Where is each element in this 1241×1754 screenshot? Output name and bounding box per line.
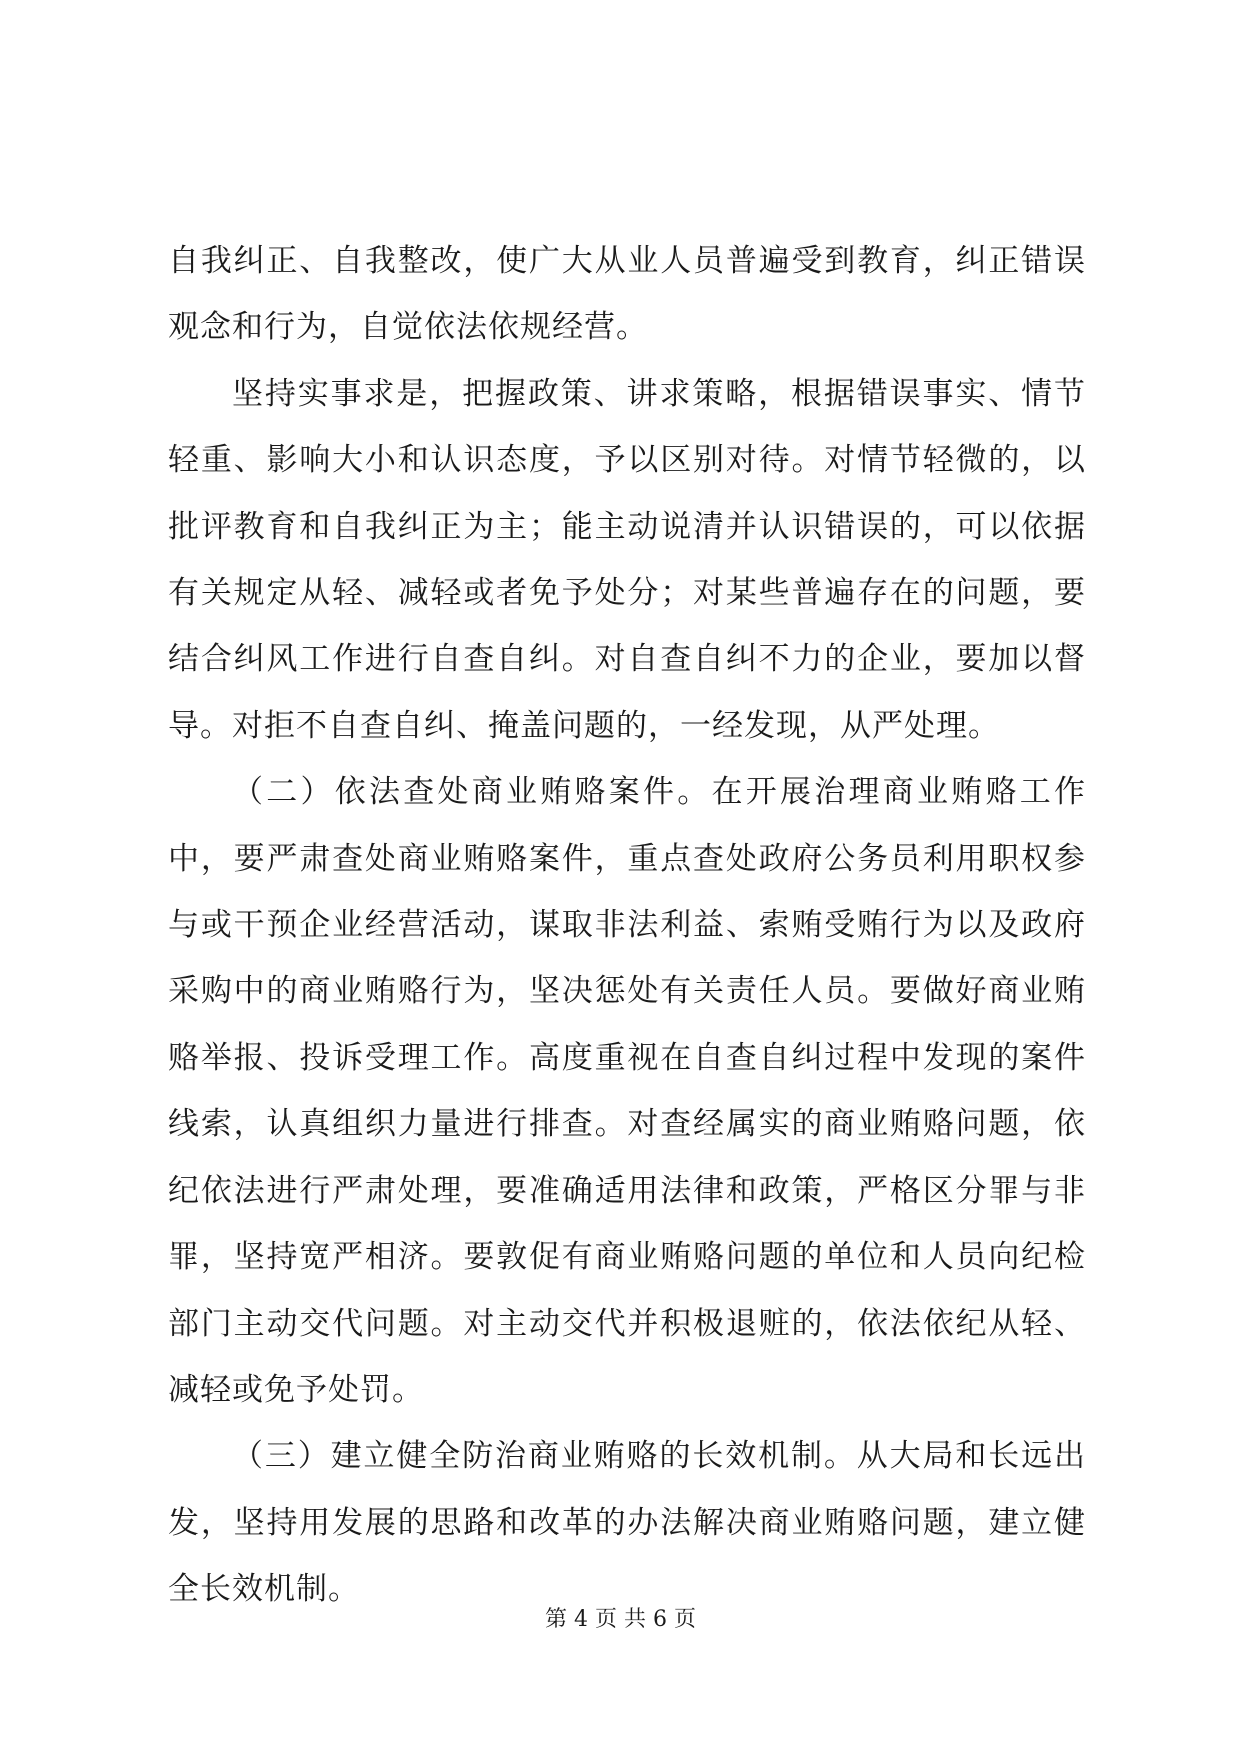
paragraph-3: （二）依法查处商业贿赂案件。在开展治理商业贿赂工作中，要严肃查处商业贿赂案件，重点查处政府公务员利用职权参与或干预企业经营活动，谋取非法利益、索贿受贿行为以及政府采购中的商业贿赂行为，坚决惩处有关责任人员。要做好商业贿赂举报、投诉受理工作。高度重视在自查自纠过程中发现的案件线索，认真组织力量进行排查。对查经属实的商业贿赂问题，依纪依法进行严肃处理，要准确适用法律和政策，严格区分罪与非罪，坚持宽严相济。要敦促有商业贿赂问题的单位和人员向纪检部门主动交代问题。对主动交代并积极退赃的，依法依纪从轻、减轻或免予处罚。 (168, 774, 1086, 1408)
paragraph-2: 坚持实事求是，把握政策、讲求策略，根据错误事实、情节轻重、影响大小和认识态度，予以区别对待。对情节轻微的，以批评教育和自我纠正为主；能主动说清并认识错误的，可以依据有关规定从轻、减轻或者免予处分；对某些普遍存在的问题，要结合纠风工作进行自查自纠。对自查自纠不力的企业，要加以督导。对拒不自查自纠、掩盖问题的，一经发现，从严处理。 (168, 375, 1086, 744)
paragraph-4: （三）建立健全防治商业贿赂的长效机制。从大局和长远出发，坚持用发展的思路和改革的办法解决商业贿赂问题，建立健全长效机制。 (168, 1438, 1086, 1608)
document-body (168, 228, 1086, 1623)
page-number-footer: 第 4 页 共 6 页 (545, 1607, 696, 1632)
paragraph-1: 自我纠正、自我整改，使广大从业人员普遍受到教育，纠正错误观念和行为，自觉依法依规经营。 (168, 243, 1086, 346)
